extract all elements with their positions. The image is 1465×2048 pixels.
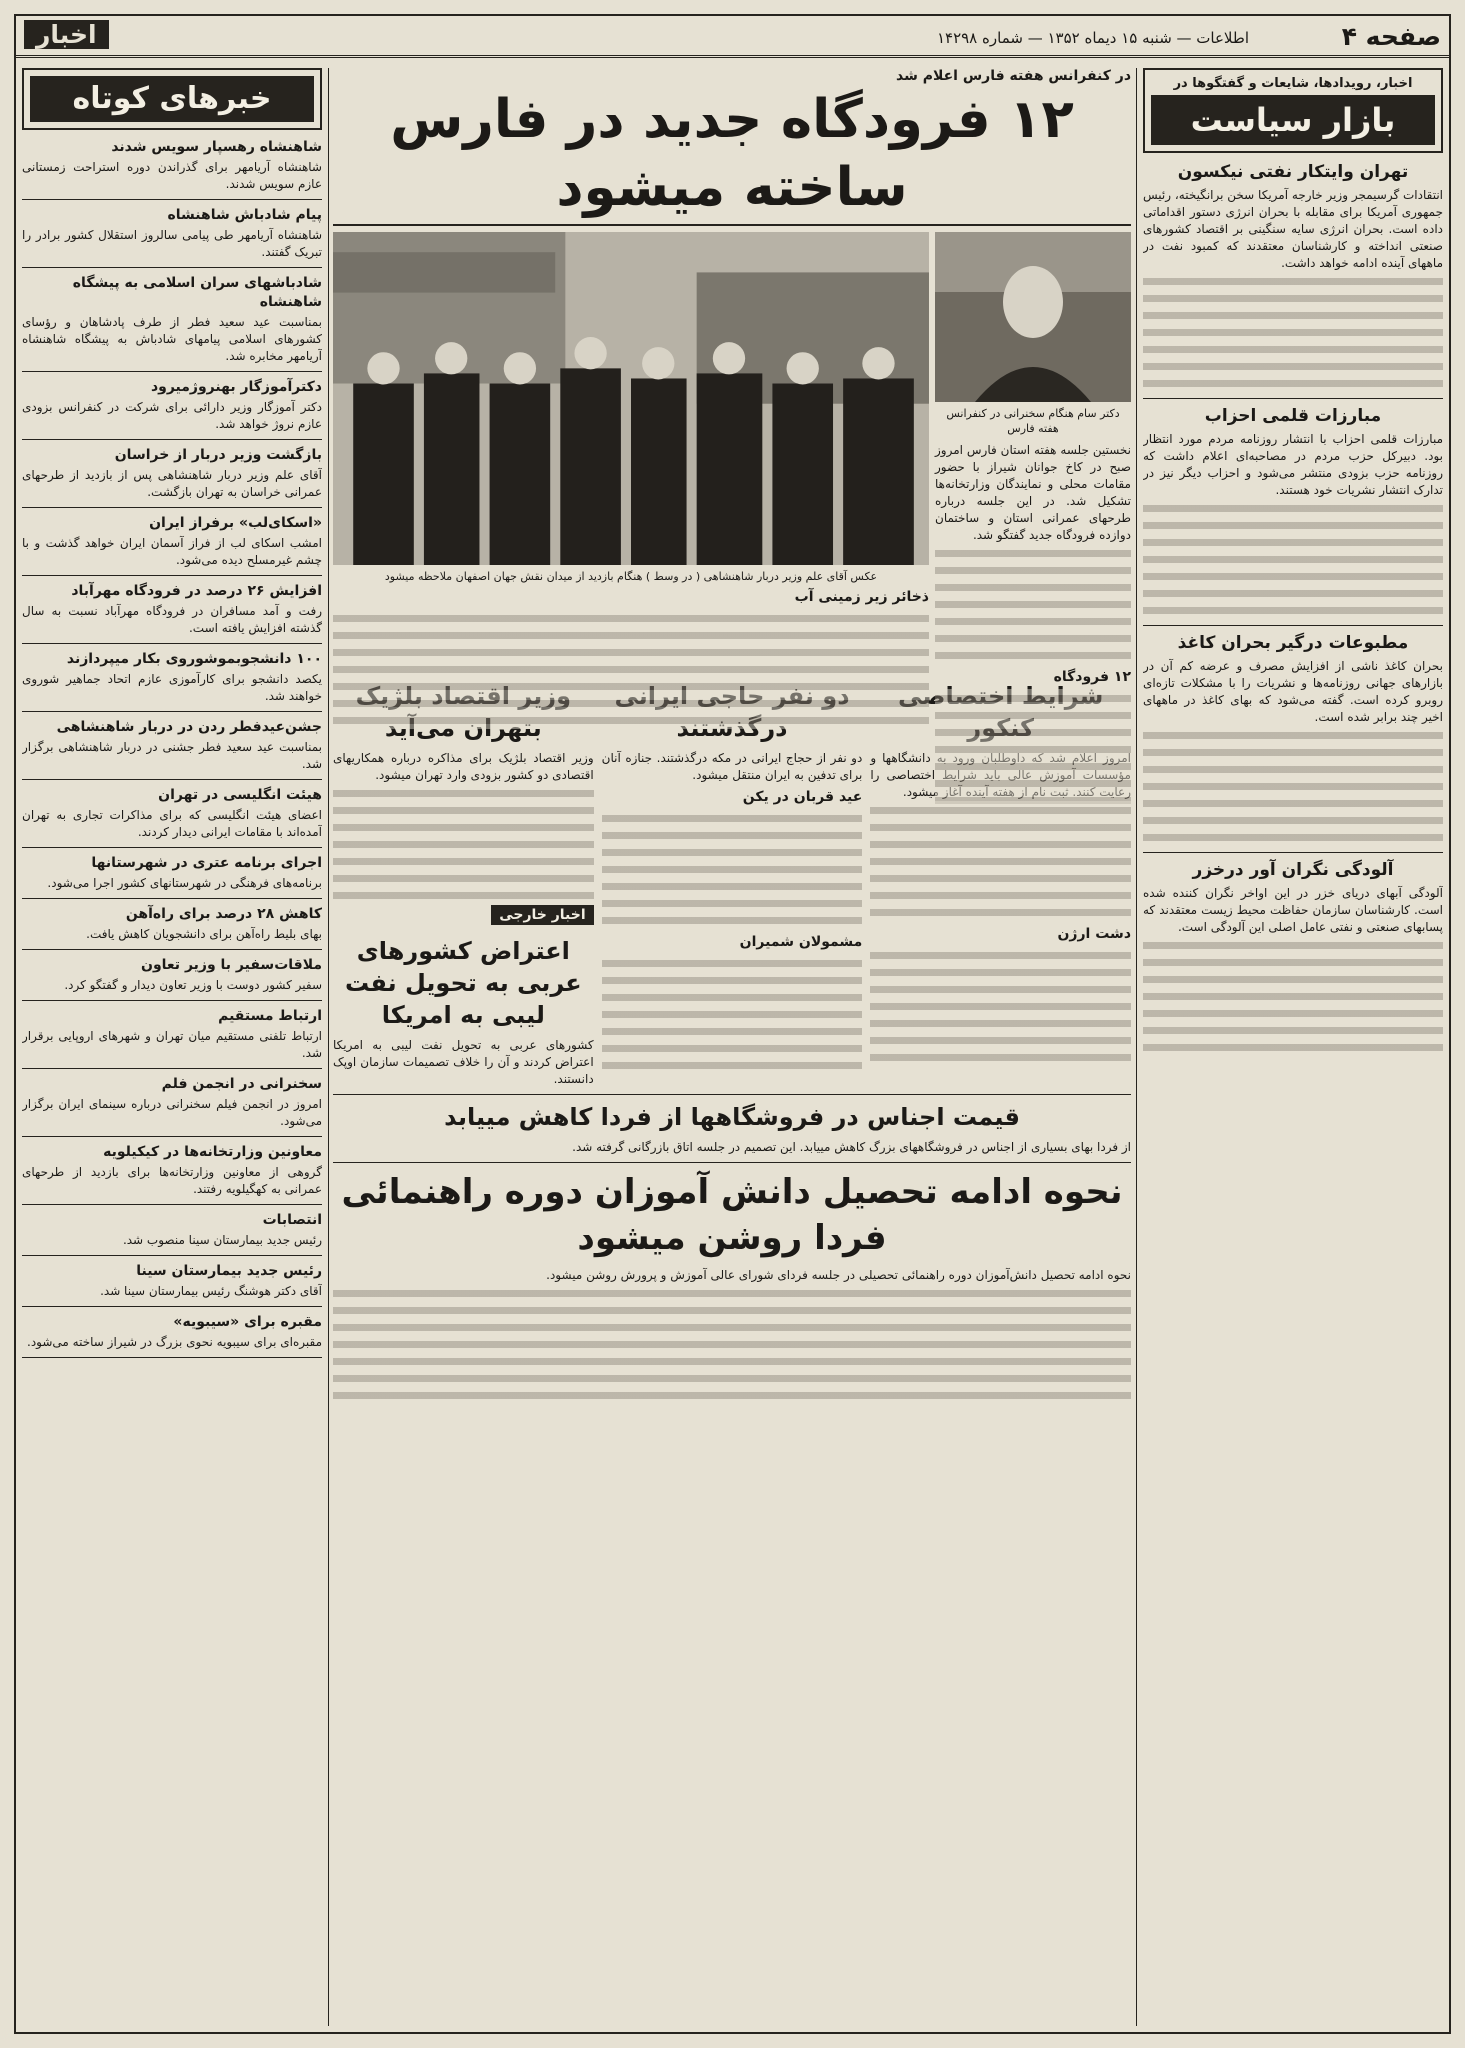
newspaper-page	[14, 14, 1451, 2034]
short-news-item	[22, 1007, 322, 1069]
lead-body-continued	[935, 544, 1131, 664]
short-news-body: ارتباط تلفنی مستقیم میان تهران و شهرهای اروپایی برقرار شد.	[22, 1029, 322, 1060]
short-news-body: دکتر آموزگار وزیر دارائی برای شرکت در کنفرانس بزودی عازم نروژ خواهد شد.	[22, 400, 322, 431]
short-news-item	[22, 1075, 322, 1137]
short-news-title: بازگشت وزیر دربار از خراسان	[114, 447, 322, 463]
section-tag: اخبار	[24, 20, 109, 49]
story	[1143, 161, 1443, 392]
subhead-body	[870, 946, 1131, 1066]
short-news-title: دکترآموزگار بهنروژمیرود	[150, 379, 322, 395]
story-body-continued	[1143, 726, 1443, 846]
short-news-title: ارتباط مستقیم	[218, 1008, 322, 1024]
story-title: نحوه ادامه تحصیل دانش آموزان دوره راهنمائی فردا روشن میشود	[341, 1172, 1123, 1258]
story-title: وزیر اقتصاد بلژیک بتهران می‌آید	[355, 682, 572, 742]
short-news-body: رفت و آمد مسافران در فرودگاه مهرآباد نسبت به سال گذشته افزایش یافته است.	[22, 604, 322, 635]
short-news-title: کاهش ۲۸ درصد برای راه‌آهن	[125, 906, 322, 922]
short-news-item	[22, 1211, 322, 1256]
page-header	[16, 16, 1449, 58]
story-title: مطبوعات درگیر بحران کاغذ	[1177, 633, 1409, 653]
lead-body: نخستین جلسه هفته استان فارس امروز صبح در کاخ جوانان شیراز با حضور مقامات محلی و نمایندگان وزارتخانه‌ها تشکیل شد. در این جلسه درباره طرحهای عمرانی استان و ساختمان دوازده فرودگاه جدید گفتگو شد.	[935, 443, 1131, 542]
short-news-masthead	[22, 68, 322, 130]
story-body: بحران کاغذ ناشی از افزایش مصرف و عرضه کم آن در بازارهای جهانی روزنامه‌ها و نشریات را با مشکلات تازه‌ای روبرو کرده است. گفته می‌شود که بهای کاغذ در ماههای اخیر چند برابر شده است.	[1143, 659, 1443, 724]
story-body: از فردا بهای بسیاری از اجناس در فروشگاههای بزرگ کاهش مییابد. این تصمیم در جلسه اتاق بازرگانی گرفته شد.	[572, 1140, 1131, 1154]
story-column	[602, 674, 863, 1088]
portrait-photo	[935, 232, 1131, 402]
short-news-body: امروز در انجمن فیلم سخنرانی درباره سینمای ایران برگزار می‌شود.	[22, 1097, 322, 1128]
short-news-list	[22, 138, 322, 1358]
story-body: انتقادات گرسیمجر وزیر خارجه آمریکا سخن برانگیخته، رئیس جمهوری آمریکا برای مقابله با بحران انرژی دستور اقداماتی داده است. بحران انرژی سایه سنگینی بر اقتصاد کشورهای صنعتی انداخته و کارشناسان معتقدند که کمبود نفت در ماههای آینده ادامه خواهد داشت.	[1143, 188, 1443, 270]
short-news-title: «اسکای‌لب» برفراز ایران	[149, 515, 322, 531]
short-news-title: سخنرانی در انجمن فلم	[161, 1076, 322, 1092]
page-number: صفحه ۴	[1341, 22, 1441, 51]
short-news-title: مقبره برای «سیبویه»	[173, 1314, 322, 1330]
short-news-title: شاهنشاه رهسپار سویس شدند	[111, 139, 322, 155]
short-news-title: افزایش ۲۶ درصد در فرودگاه مهرآباد	[71, 583, 322, 599]
photo-row	[333, 232, 1131, 685]
story-body-continued	[1143, 272, 1443, 392]
dateline: اطلاعات — شنبه ۱۵ دیماه ۱۳۵۲ — شماره ۱۴۲۹۸	[936, 29, 1249, 47]
short-news-title: جشن‌عیدفطر ردن در دربار شاهنشاهی	[56, 719, 322, 735]
short-news-body: رئیس جدید بیمارستان سینا منصوب شد.	[122, 1233, 322, 1247]
story-title: تهران وایتکار نفتی نیکسون	[1177, 162, 1409, 182]
foreign-news-tag: اخبار خارجی	[491, 905, 593, 925]
story-body: وزیر اقتصاد بلژیک برای مذاکره درباره همکاریهای اقتصادی دو کشور بزودی وارد تهران میشود.	[333, 751, 594, 782]
short-news-item	[22, 854, 322, 899]
subhead: ذخائر زیر زمینی آب	[794, 589, 929, 606]
portrait-caption: دکتر سام هنگام سخنرانی در کنفرانس هفته فارس	[946, 407, 1120, 435]
short-news-body: بهای بلیط راه‌آهن برای دانشجویان کاهش یافت.	[86, 927, 322, 941]
story-title: اعتراض کشورهای عربی به تحویل نفت لیبی به امریکا	[344, 937, 582, 1029]
short-news-body: شاهنشاه آریامهر برای گذراندن دوره استراحت زمستانی عازم سویس شدند.	[22, 160, 322, 191]
short-news-body: امشب اسکای لب از فراز آسمان ایران خواهد گذشت و با چشم غیرمسلح دیده می‌شود.	[22, 536, 322, 567]
short-news-title: رئیس جدید بیمارستان سینا	[136, 1263, 322, 1279]
subhead-body	[333, 609, 929, 729]
short-news-title: ۱۰۰ دانشجوبموشوروی بکار میپردازند	[66, 651, 322, 667]
subhead: دشت ارژن	[1057, 926, 1131, 942]
short-news-title: ملاقات‌سفیر با وزیر تعاون	[141, 957, 322, 973]
short-news-title: انتصابات	[262, 1212, 322, 1228]
short-news-item	[22, 718, 322, 780]
story-body-continued	[1143, 936, 1443, 1056]
lead-story	[935, 232, 1131, 685]
short-news-item	[22, 1143, 322, 1205]
politics-column	[1143, 68, 1443, 2026]
short-news-item	[22, 956, 322, 1001]
short-news-column	[22, 68, 322, 2026]
masthead-subtitle: اخبار، رویدادها، شایعات و گفتگوها در	[1173, 76, 1413, 91]
short-news-body: بمناسبت عید سعید فطر جشنی در دربار شاهنشاهی برگزار شد.	[22, 740, 322, 771]
short-news-title: هیئت انگلیسی در تهران	[158, 787, 322, 803]
subhead: عید قربان در یکن	[742, 789, 863, 805]
short-news-item	[22, 905, 322, 950]
story-body-continued	[1143, 499, 1443, 619]
short-news-title: شادباشهای سران اسلامی به پیشگاه شاهنشاه	[72, 275, 322, 310]
main-story-area	[333, 68, 1131, 2026]
story-body-continued	[870, 801, 1131, 921]
story	[1143, 632, 1443, 846]
short-news-body: آقای دکتر هوشنگ رئیس بیمارستان سینا شد.	[100, 1284, 322, 1298]
subhead-body	[602, 954, 863, 1074]
story	[1143, 405, 1443, 619]
subhead-body	[935, 689, 1131, 809]
short-news-item	[22, 1262, 322, 1307]
subhead: مشمولان شمیران	[739, 934, 863, 950]
story-column	[333, 674, 594, 1088]
story-body: امروز اعلام شد که داوطلبان ورود به دانشگاهها و مؤسسات آموزش عالی باید شرایط اختصاصی را رعایت کنند. ثبت نام از هفته آینده آغاز میشود.	[870, 751, 1131, 799]
short-news-title: پیام شادباش شاهنشاه	[167, 207, 322, 223]
story-body: کشورهای عربی به تحویل نفت لیبی به امریکا اعتراض کردند و آن را خلاف تصمیمات سازمان اوپک دانستند.	[333, 1038, 594, 1086]
story-title: دو نفر حاجی ایرانی درگذشتند	[614, 682, 850, 742]
story-title: آلودگی نگران آور درخزر	[1192, 860, 1394, 880]
story-title: قیمت اجناس در فروشگاهها از فردا کاهش مییابد	[444, 1103, 1020, 1131]
masthead-title: بازار سیاست	[1151, 95, 1435, 145]
short-news-item	[22, 446, 322, 508]
masthead-title: خبرهای کوتاه	[30, 76, 314, 122]
short-news-body: اعضای هیئت انگلیسی که برای مذاکرات تجاری به تهران آمده‌اند با مقامات ایرانی دیدار کردند.	[22, 808, 322, 839]
short-news-item	[22, 514, 322, 576]
group-photo	[333, 232, 929, 565]
short-news-item	[22, 378, 322, 440]
story-body: دو نفر از حجاج ایرانی در مکه درگذشتند. جنازه آنان برای تدفین به ایران منتقل میشود.	[601, 751, 863, 782]
story	[1143, 859, 1443, 1056]
story-title: مبارزات قلمی احزاب	[1204, 406, 1382, 426]
short-news-body: بمناسبت عید سعید فطر از طرف پادشاهان و رؤسای کشورهای اسلامی پیامهای شادباش به پیشگاه شاهنشاه آریامهر مخابره شد.	[22, 315, 322, 363]
short-news-body: مقبره‌ای برای سیبویه نحوی بزرگ در شیراز ساخته می‌شود.	[27, 1335, 322, 1349]
short-news-item	[22, 1313, 322, 1358]
story-body: نحوه ادامه تحصیل دانش‌آموزان دوره راهنمائی تحصیلی در جلسه فردای شورای عالی آموزش و پرورش روشن میشود.	[546, 1268, 1131, 1282]
politics-masthead	[1143, 68, 1443, 153]
short-news-title: معاونین وزارتخانه‌ها در کیکیلویه	[103, 1144, 322, 1160]
short-news-body: آقای علم وزیر دربار شاهنشاهی پس از بازدید از طرحهای عمرانی خراسان به تهران بازگشت.	[22, 468, 322, 499]
short-news-item	[22, 582, 322, 644]
short-news-body: شاهنشاه آریامهر طی پیامی سالروز استقلال کشور برادر را تبریک گفتند.	[22, 228, 322, 259]
story-body-continued	[333, 1284, 1131, 1404]
subhead-body	[602, 809, 863, 929]
short-news-item	[22, 206, 322, 268]
short-news-item	[22, 274, 322, 372]
group-photo-caption: عکس آقای علم وزیر دربار شاهنشاهی ( در وسط ) هنگام بازدید از میدان نقش جهان اصفهان ملاحظه میشود	[384, 570, 878, 584]
short-news-item	[22, 650, 322, 712]
subhead: ۱۲ فرودگاه	[1053, 669, 1131, 685]
short-news-body: یکصد دانشجو برای کارآموزی عازم اتحاد جماهیر شوروی خواهند شد.	[22, 672, 322, 703]
story-title: شرایط اختصاصی کنکور	[898, 682, 1104, 742]
story-body: آلودگی آبهای دریای خزر در این اواخر نگران کننده شده است. کارشناسان سازمان حفاظت محیط زیست معتقدند که پسابهای صنعتی و نفتی عامل اصلی این آلودگی است.	[1143, 886, 1443, 934]
short-news-body: گروهی از معاونین وزارتخانه‌ها برای بازدید از طرحهای عمرانی به کهگیلویه رفتند.	[22, 1165, 322, 1196]
short-news-item	[22, 786, 322, 848]
group-photo-block	[333, 232, 929, 666]
short-news-item	[22, 138, 322, 200]
story-body-continued	[333, 784, 594, 904]
headline-kicker: در کنفرانس هفته فارس اعلام شد	[896, 68, 1131, 84]
banner-headline: ۱۲ فرودگاه جدید در فارس ساخته میشود	[333, 86, 1131, 226]
story-body: مبارزات قلمی احزاب با انتشار روزنامه مردم مورد انتظار بود. دبیرکل حزب مردم در مصاحبه‌ای اعلام داشت که روزنامه حزب بزودی منتشر می‌شود و احزاب دیگر نیز در تدارک انتشار نشریات خود هستند.	[1143, 432, 1443, 497]
short-news-body: سفیر کشور دوست با وزیر تعاون دیدار و گفتگو کرد.	[64, 978, 322, 992]
short-news-title: اجرای برنامه عتری در شهرستانها	[91, 855, 322, 871]
short-news-body: برنامه‌های فرهنگی در شهرستانهای کشور اجرا می‌شود.	[47, 876, 322, 890]
